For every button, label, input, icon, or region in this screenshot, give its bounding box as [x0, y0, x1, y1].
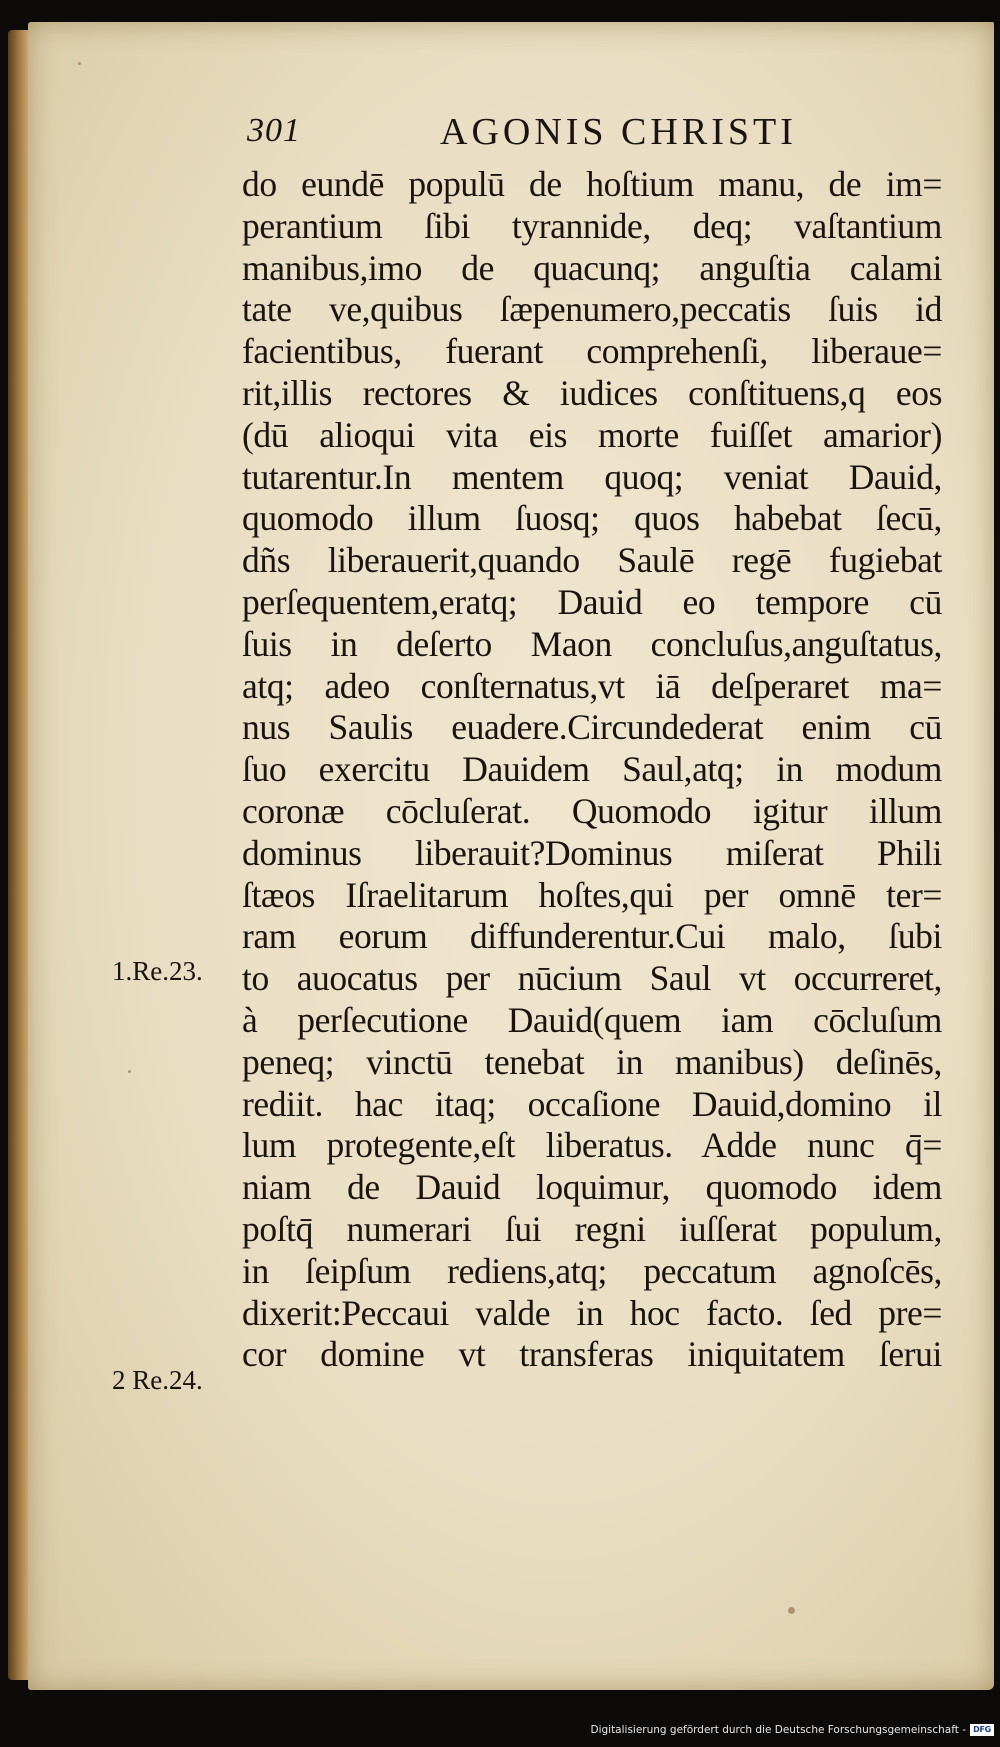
ink-speck [78, 62, 81, 65]
text-line: ſuo exercitu Dauidem Saul,atq; in modum [242, 749, 942, 790]
text-line: nus Saulis euadere.Circundederat enim cū [242, 707, 942, 748]
text-line: facientibus, fuerant comprehenſi, liberaue= [242, 331, 942, 372]
running-head: AGONIS CHRISTI [440, 111, 797, 153]
text-line: dixerit:Peccaui valde in hoc facto. ſed pre= [242, 1292, 942, 1333]
text-line: peneq; vinctū tenebat in manibus) deſinēs, [242, 1041, 942, 1082]
text-line: rit,illis rectores & iudices conſtituens,q eos [242, 372, 942, 413]
body-text [242, 164, 942, 1376]
text-line: lum protegente,eſt liberatus. Adde nunc q̄= [242, 1125, 942, 1166]
text-line: dñs liberauerit,quando Saulē regē fugiebat [242, 540, 942, 581]
text-line: coronæ cōcluſerat. Quomodo igitur illum [242, 790, 942, 831]
text-line: perſequentem,eratq; Dauid eo tempore cū [242, 581, 942, 622]
text-line: tate ve,quibus ſæpenumero,peccatis ſuis id [242, 289, 942, 330]
text-line: à perſecutione Dauid(quem iam cōcluſum [242, 999, 942, 1040]
dfg-logo-icon: DFG [970, 1724, 994, 1736]
text-line: ram eorum diffunderentur.Cui malo, ſubi [242, 916, 942, 957]
text-line: rediit. hac itaq; occaſione Dauid,domino il [242, 1083, 942, 1124]
text-line: (dū alioqui vita eis morte fuiſſet amarior) [242, 414, 942, 455]
text-line: quomodo illum ſuosq; quos habebat ſecū, [242, 498, 942, 539]
text-line: dominus liberauit?Dominus miſerat Phili [242, 832, 942, 873]
margin-note: 2 Re.24. [112, 1365, 203, 1395]
text-line: cor domine vt transferas iniquitatem ſerui [242, 1334, 942, 1375]
text-line: atq; adeo conſternatus,vt iā deſperaret ma= [242, 665, 942, 706]
text-line: manibus,imo de quacunq; anguſtia calami [242, 247, 942, 288]
text-line: niam de Dauid loquimur, quomodo idem [242, 1167, 942, 1208]
text-line: to auocatus per nūcium Saul vt occurreret, [242, 958, 942, 999]
digitization-credit: Digitalisierung gefördert durch die Deutsche Forschungsgemeinschaft - [590, 1724, 966, 1736]
text-line: tutarentur.In mentem quoq; veniat Dauid, [242, 456, 942, 497]
text-line: ſuis in deſerto Maon concluſus,anguſtatus, [242, 623, 942, 664]
text-line: perantium ſibi tyrannide, deq; vaſtantium [242, 205, 942, 246]
margin-note: 1.Re.23. [112, 956, 203, 986]
text-line: in ſeipſum rediens,atq; peccatum agnoſcēs, [242, 1250, 942, 1291]
text-line: ſtæos Iſraelitarum hoſtes,qui per omnē ter= [242, 874, 942, 915]
text-line: poſtq̄ numerari ſui regni iuſſerat populum, [242, 1208, 942, 1249]
text-line: do eundē populū de hoſtium manu, de im= [242, 164, 942, 204]
page-number: 301 [247, 112, 301, 149]
ink-speck [788, 1607, 795, 1614]
ink-speck [128, 1070, 131, 1073]
